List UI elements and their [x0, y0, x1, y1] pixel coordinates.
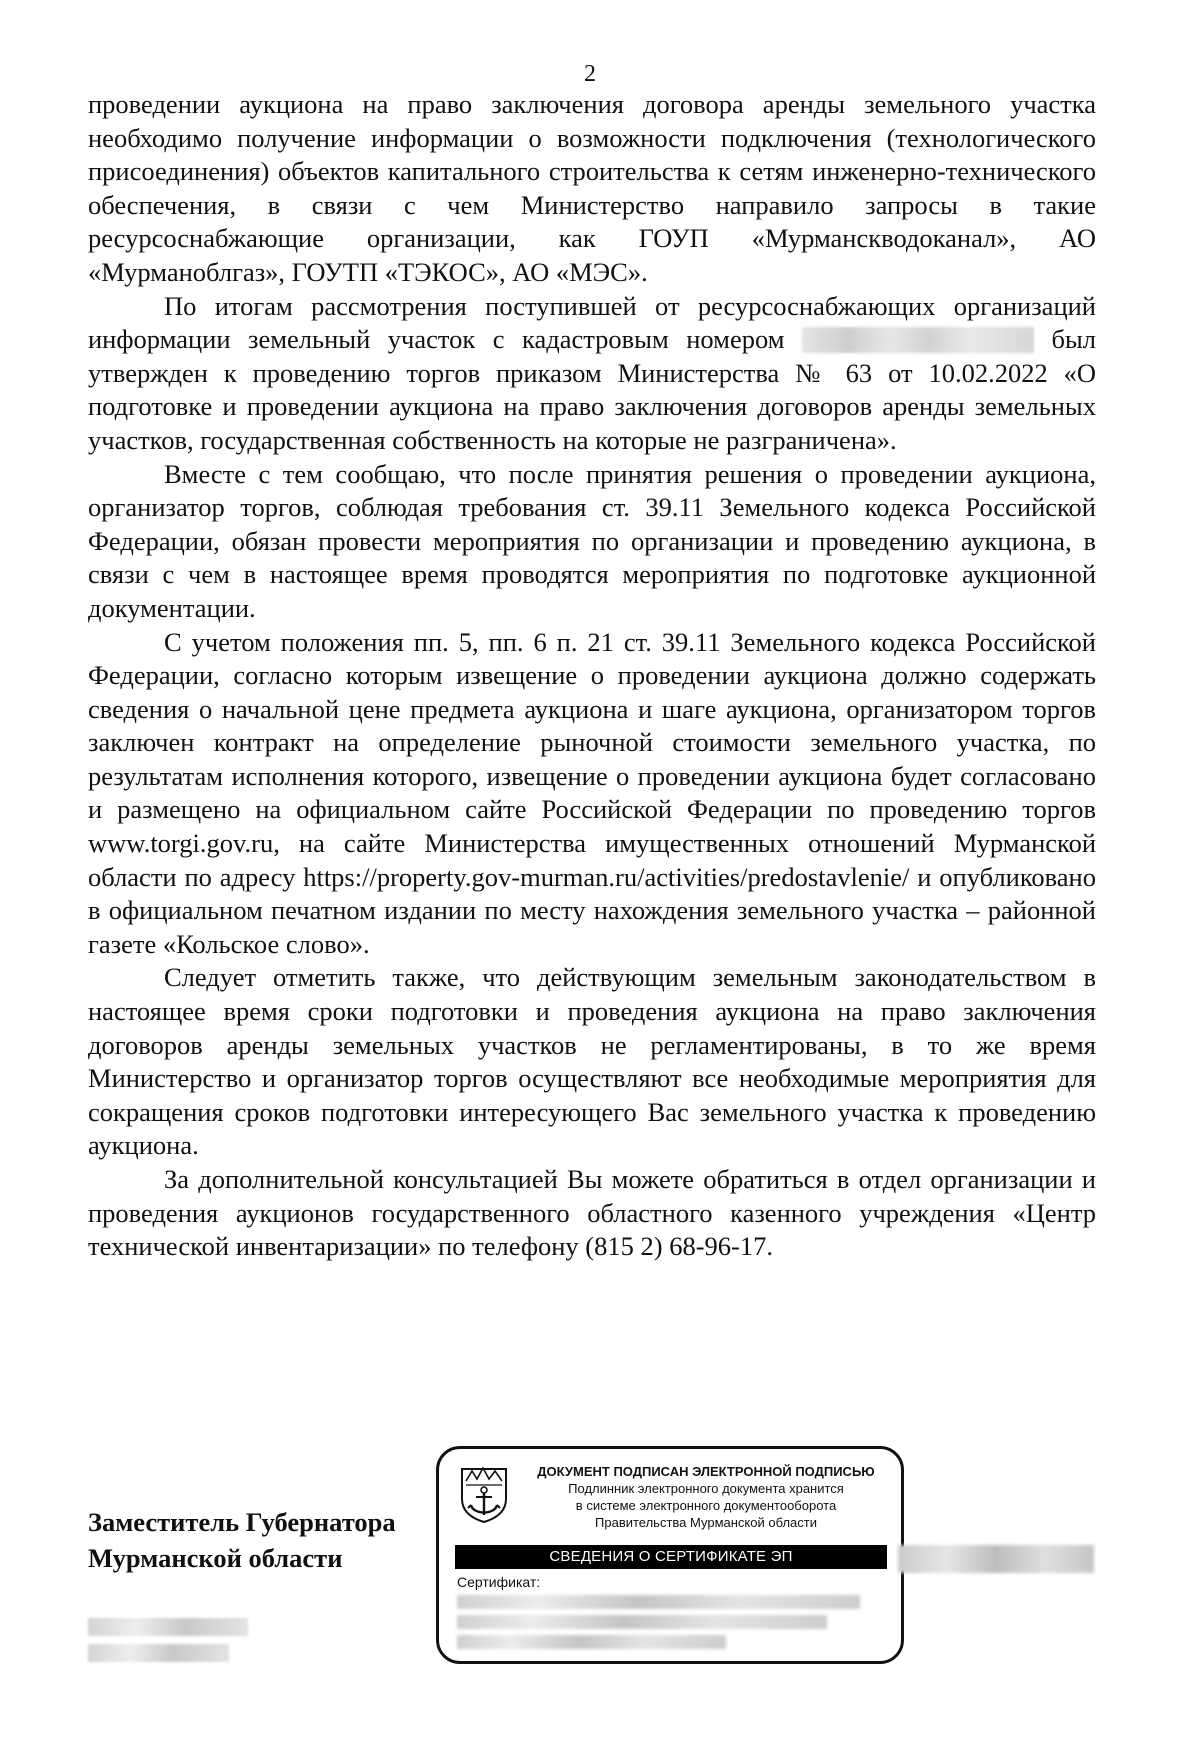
page-number: 2 — [584, 61, 596, 87]
cadastral-text-after: был утвержден к проведению торгов приказом Министерства № 63 от 10.02.2022 «О подготовке и проведении аукциона на право заключения договоров аренды земельных участков, государственная собственность на которые не разграничена». — [88, 324, 1097, 455]
stamp-line-1: Подлинник электронного документа хранится — [568, 1481, 844, 1496]
signer-title-line-1: Заместитель Губернатора — [88, 1507, 396, 1537]
signer-title-line-2: Мурманской области — [88, 1543, 343, 1573]
paragraph-market-valuation: С учетом положения пп. 5, пп. 6 п. 21 ст. 39.11 Земельного кодекса Российской Федерации, согласно которым извещение о проведении аукциона должно содержать сведения о начальной цене предмета аукциона и шаге аукциона, организатором торгов заключен контракт на определение рыночной стоимости земельного участка, по результатам исполнения которого, извещение о проведении аукциона будет согласовано и размещено на официальном сайте Российской Федерации по проведению торгов www.torgi.gov.ru, на сайте Министерства имущественных отношений Мурманской области по адресу https://property.gov-murman.ru/activities/predostavlenie/ и опубликовано в официальном печатном издании по месту нахождения земельного участка – районной газете «Кольское слово». — [88, 626, 1096, 959]
paragraph-auction-preparation: Вместе с тем сообщаю, что после принятия решения о проведении аукциона, организатор торгов, соблюдая требования ст. 39.11 Земельного кодекса Российской Федерации, обязан провести мероприятия по организации и проведению аукциона, в связи с чем в настоящее время проводятся мероприятия по подготовке аукционной документации. — [88, 458, 1096, 623]
stamp-title: ДОКУМЕНТ ПОДПИСАН ЭЛЕКТРОННОЙ ПОДПИСЬЮ — [537, 1464, 875, 1479]
stamp-certificate-label: Сертификат: — [457, 1574, 541, 1590]
stamp-line-3: Правительства Мурманской области — [595, 1515, 817, 1530]
stamp-line-2: в системе электронного документооборота — [575, 1498, 837, 1513]
murmansk-coat-of-arms-icon — [459, 1463, 509, 1523]
paragraph-deadlines: Следует отметить также, что действующим земельным законодательством в настоящее время сроки подготовки и проведения аукциона на право заключения договоров аренды земельных участков не регламентированы, в то же время Министерство и организатор торгов осуществляют все необходимые мероприятия для сокращения сроков подготовки интересующего Вас земельного участка к проведению аукциона. — [88, 962, 1096, 1161]
redacted-signer-name — [898, 1545, 1094, 1573]
cadastral-text-before: По итогам рассмотрения поступившей от ресурсоснабжающих организаций информации земельный участок с кадастровым номером — [88, 290, 1096, 355]
paragraph-consultation: За дополнительной консультацией Вы можете обратиться в отдел организации и проведения аукционов государственного областного казенного учреждения «Центр технической инвентаризации» по телефону (815 2) 68-96-17. — [88, 1164, 1096, 1262]
redacted-certificate-details — [457, 1595, 877, 1655]
paragraph-cadastral — [88, 290, 1096, 458]
electronic-signature-stamp — [436, 1446, 904, 1664]
redacted-cadastral-number — [802, 327, 1034, 353]
stamp-certificate-bar: СВЕДЕНИЯ О СЕРТИФИКАТЕ ЭП — [455, 1545, 887, 1569]
paragraph-continuation: проведении аукциона на право заключения договора аренды земельного участка необходимо получение информации о возможности подключения (технологического присоединения) объектов капитального строительства к сетям инженерно-технического обеспечения, в связи с чем Министерство направило запросы в такие ресурсоснабжающие организации, как ГОУП «Мурманскводоканал», АО «Мурманоблгаз», ГОУТП «ТЭКОС», АО «МЭС». — [88, 89, 1096, 287]
signer-title — [88, 1504, 396, 1576]
letter-body — [88, 88, 1096, 1264]
redacted-executor-info — [88, 1618, 248, 1670]
stamp-header — [521, 1463, 891, 1531]
